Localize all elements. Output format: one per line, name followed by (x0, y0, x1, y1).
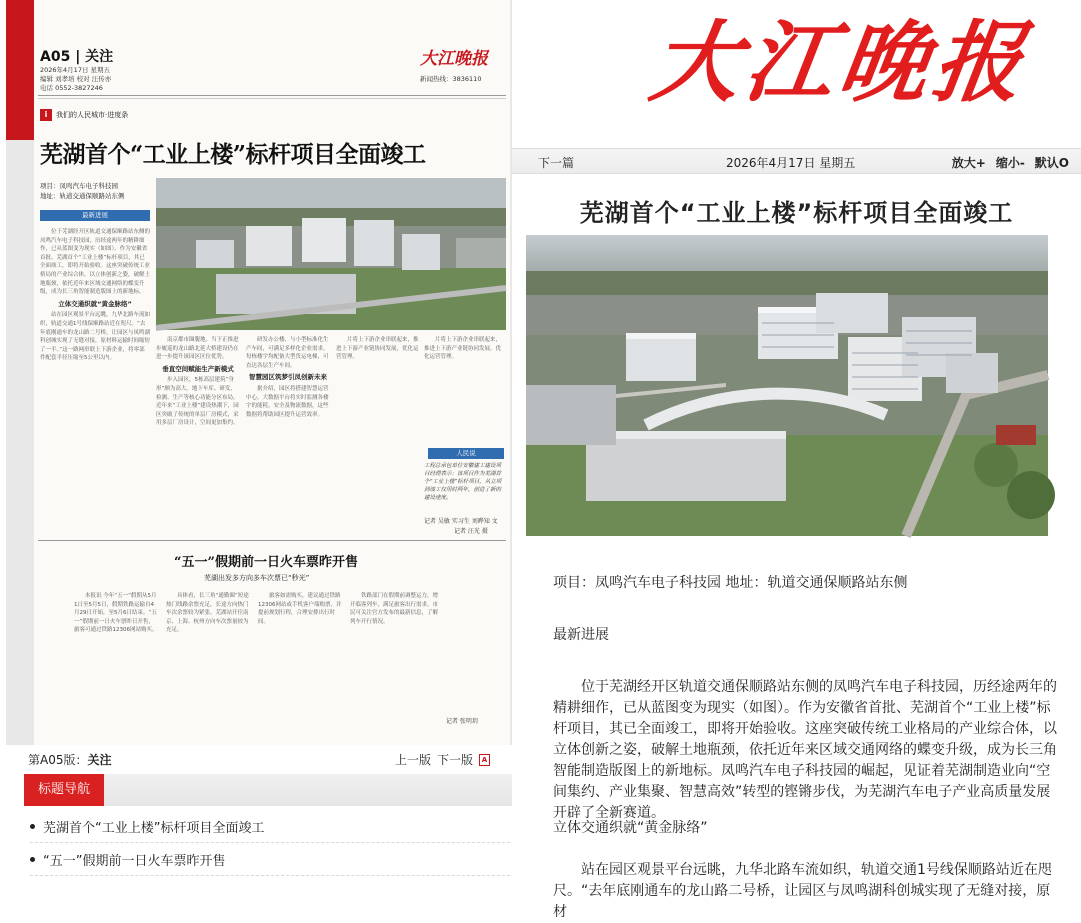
page-column-5 (424, 336, 506, 444)
toc-list (30, 810, 510, 876)
section-label (40, 109, 128, 121)
page-column-2 (156, 336, 240, 536)
toc-header (24, 774, 512, 806)
column-text: 据介绍，园区将搭建智慧运营中心，大数据平台将实时监测各楼宇的能耗、安全及物流数据，这些数据将帮助园区提升运营效率。 (246, 385, 329, 418)
toc-item-label: “五一”假期前一日火车票昨开售 (43, 853, 226, 869)
newspaper-page-image[interactable] (34, 0, 510, 745)
column-subhead: 垂直空间赋能生产新模式 (162, 364, 234, 373)
page-headline[interactable]: 芜湖首个“工业上楼”标杆项目全面竣工 (40, 141, 426, 168)
column-text: 步入园区，5栋高层建筑“身形”颇为高大。地下车库、研发、检测、生产等核心功能分区布局。近年来“工业上楼”建设热潮下，园区突破了传统的单层厂房模式，采用多层厂房设计，空间更加集约。 (156, 377, 239, 427)
article-toolbar (512, 148, 1081, 174)
toc-item[interactable] (30, 810, 510, 843)
page-aerial-photo[interactable] (156, 178, 506, 330)
bullet-icon (30, 824, 35, 829)
tag-people-say: 人民说 (428, 448, 504, 459)
article-project-line: 项目：凤鸣汽车电子科技园 地址：轨道交通保顺路站东侧 (553, 575, 908, 591)
page-headline-2[interactable]: “五一”假期前一日火车票昨开售 (174, 555, 358, 570)
page-phone: 电话 0552-3827246 (40, 84, 103, 92)
section-text: 我们的人民城市·进度条 (56, 111, 129, 119)
font-size-tools (952, 154, 1069, 171)
page-column-3 (246, 336, 330, 536)
page-lower-column-4 (350, 592, 440, 712)
article-panel (512, 0, 1081, 920)
masthead-logo: 大江晚报 (644, 10, 1036, 114)
section-mark-icon: i (40, 109, 52, 121)
page-name: 关注 (87, 753, 112, 767)
next-article-link[interactable]: 下一篇 (538, 156, 575, 170)
page-column-4 (336, 336, 420, 536)
zoom-in-button[interactable]: 放大+ (951, 156, 986, 170)
toc-item-label: 芜湖首个“工业上楼”标杆项目全面竣工 (43, 820, 265, 836)
page-prefix: 第A05版： (28, 753, 88, 767)
page-date: 2026年4月17日 星期五 (40, 66, 111, 74)
newspaper-page-panel (0, 0, 512, 899)
page-project-info (40, 182, 150, 201)
article-paragraph-2: 站在园区观景平台远眺，九华北路车流如织，轨道交通1号线保顺路站近在咫尺。“去年底刚通车的龙山路二号桥，让园区与凤鸣湖科创城实现了无缝对接，原材 (553, 862, 1052, 920)
column-text: 站在园区观景平台远眺，九华北路车流如织，轨道交通1号线保顺路站近在咫尺。“去年底刚通车的龙山路二号桥，让园区与凤鸣湖科创城实现了无缝对接，原材料运输时间缩短了一半。”这一路网串联上下游企业，将零部件配套半径压缩至5公里以内。 (40, 312, 151, 362)
zoom-out-button[interactable]: 缩小- (995, 156, 1025, 170)
page-footer-bar (6, 745, 512, 771)
current-page-label (28, 751, 112, 768)
issue-date: 2026年4月17日 星期五 (726, 156, 856, 170)
column-text: 本报讯 今年“五一”假期从5月1日至5月5日，假期铁路运输自4月29日开始，至5月6日结束。“五一”假期前一日火车票昨日开售，旅客可通过铁路12306网站购买。 (74, 593, 158, 634)
page-logo: 大江晚报 (420, 49, 488, 69)
article-title: 芜湖首个“工业上楼”标杆项目全面竣工 (579, 199, 1014, 227)
page-editors: 编辑 刘孝培 校对 汪传亦 (40, 75, 112, 83)
column-text: 片将上下游企业串联起来，推进上下游产业链协同发展，优化运营管理。 (424, 337, 502, 361)
page-lower-column-1 (74, 592, 158, 732)
page-label: A05 | 关注 (40, 49, 114, 65)
divider (38, 98, 506, 99)
toc-item[interactable] (30, 843, 510, 876)
reporter-credit: 记者 吴敏 实习生 刘晔知 文 (424, 518, 498, 525)
column-text: 研发办公楼、与小型标准化生产车间，可满足多样化企业需求。每栋楼宇均配备大型货运电梯，可直达各层生产车间。 (246, 337, 329, 369)
bullet-icon (30, 857, 35, 862)
prev-page-link[interactable]: 上一版 (394, 753, 431, 767)
project-line: 项目：凤鸣汽车电子科技园 (40, 182, 118, 190)
page-subheadline-2: 芜湖出发多方向多车次票已“秒光” (204, 574, 310, 582)
page-lower-column-2 (166, 592, 250, 732)
column-text: 具体看，长三角“通勤圈”短途热门线路余票充足，长途方向热门车次余票较为紧张。芜湖站开往南京、上海、杭州方向车次票量较为充足。 (166, 593, 249, 634)
people-say-text: 工程总承包单位安徽建工建设项目经理表示：该项目作为芜湖首个“工业上楼”标杆项目，从立项到竣工仅用时两年，创造了新的建设速度。 (424, 463, 502, 501)
page-navigation (395, 751, 490, 768)
column-text: 片将上下游企业串联起来，推进上下游产业链协同发展，优化运营管理。 (336, 337, 419, 361)
next-page-link[interactable]: 下一版 (436, 753, 473, 767)
article-aerial-photo (526, 235, 1048, 536)
column-subhead: 智慧园区筑梦引凤创新未来 (249, 373, 327, 382)
divider (38, 540, 506, 541)
default-size-button[interactable]: 默认O (1034, 156, 1069, 170)
page-column-1 (40, 228, 150, 536)
address-line: 地址：轨道交通保顺路站东侧 (40, 191, 125, 200)
page-meta (40, 66, 190, 93)
article-subhead-1: 立体交通织就“黄金脉络” (553, 820, 708, 836)
column-text: 铁路部门在假期前调整运力，增开临客列车，满足旅客出行需求。市民可关注官方发布的最新信息，了解列车开行情况。 (350, 593, 439, 625)
page-lower-column-3 (258, 592, 342, 732)
reporter-credit-2: 记者 张明玥 (446, 718, 478, 725)
toc-tab[interactable]: 标题导航 (24, 774, 104, 806)
column-subhead: 立体交通织就“黄金脉络” (58, 299, 132, 308)
column-text: 南京都市圈腹地。当下正推进步履巡的龙山路北延大桥建设仍在进一步提升该园区区位优势。 (156, 337, 239, 361)
page-hotline: 新闻热线：3836110 (420, 75, 482, 83)
column-text: 位于芜湖经开区轨道交通保顺路站东侧的凤鸣汽车电子科技园，历经途两年的精耕细作，已从蓝图变为现实（如图）。作为安徽省首批、芜湖首个“工业上楼”标杆项目，其已全面竣工，即将开始验收。这座突破传统工业格局的产业综合体，以立体创新之姿，破解土地瓶颈，依托近年来区域交通网络的蝶变升级，成为长三角智能制造版图上的新地标。 (40, 229, 151, 296)
article-paragraph-1: 位于芜湖经开区轨道交通保顺路站东侧的凤鸣汽车电子科技园，历经途两年的精耕细作，已从蓝图变为现实（如图）。作为安徽省首批、芜湖首个“工业上楼”标杆项目，其已全面竣工，即将开始验收。这座突破传统工业格局的产业综合体，以立体创新之姿，破解土地瓶颈，依托近年来区域交通网络的蝶变升级，成为长三角智能制造版图上的新地标。凤鸣汽车电子科技园的崛起，见证着芜湖制造业向“空间集约、产业集聚、智慧高效”转型的铿锵步伐，为芜湖汽车电子产业高质量发展开辟了全新赛道。 (553, 679, 1057, 821)
column-text: 旅客如需购买，建议通过铁路12306网站或手机客户端购票，并提前规划行程，合理安排出行时间。 (258, 593, 342, 625)
photographer-credit: 记者 汪光 摄 (454, 528, 488, 535)
pdf-icon[interactable]: A (479, 754, 490, 766)
divider (38, 95, 506, 96)
article-latest-heading: 最新进展 (553, 627, 609, 643)
tag-latest-progress: 最新进展 (40, 210, 150, 221)
